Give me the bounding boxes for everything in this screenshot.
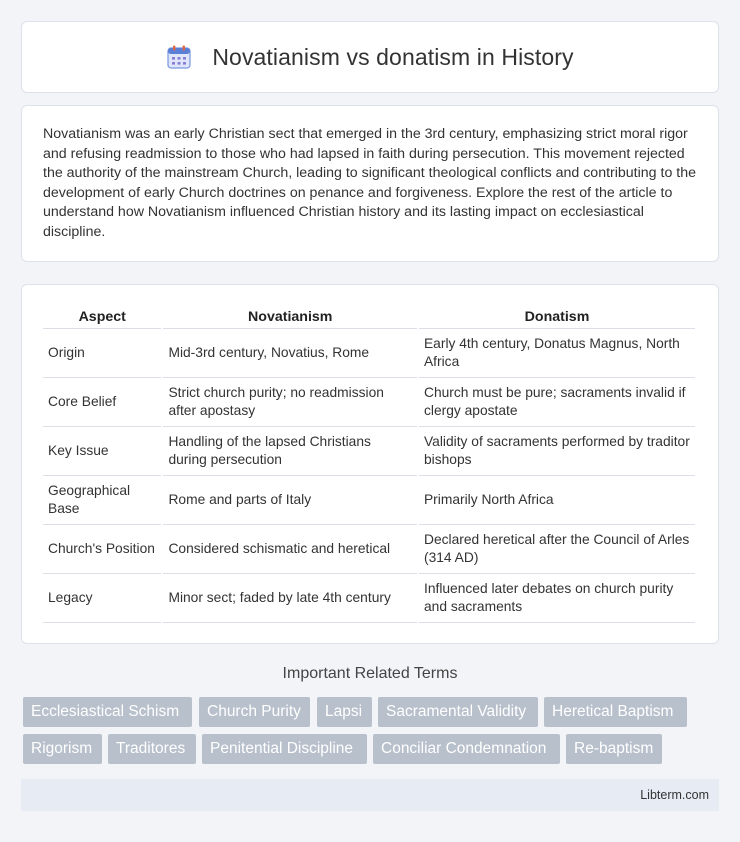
table-row [43,574,695,623]
table-cell-novatianism: Handling of the lapsed Christians during persecution [163,427,417,476]
table-cell-aspect: Origin [43,329,161,378]
table-cell-novatianism: Considered schismatic and heretical [163,525,417,574]
related-term-tag[interactable]: Conciliar Condemnation [373,734,560,764]
table-cell-aspect: Geographical Base [43,476,161,525]
table-cell-donatism: Early 4th century, Donatus Magnus, North Africa [419,329,695,378]
column-header-novatianism: Novatianism [163,305,417,329]
comparison-table-card [21,284,719,644]
calendar-icon [166,44,192,70]
table-cell-donatism: Primarily North Africa [419,476,695,525]
column-header-donatism: Donatism [419,305,695,329]
table-cell-novatianism: Rome and parts of Italy [163,476,417,525]
header-card [21,21,719,93]
header [166,44,573,71]
table-cell-donatism: Influenced later debates on church purity and sacraments [419,574,695,623]
table-row [43,427,695,476]
related-term-tag[interactable]: Ecclesiastical Schism [23,697,192,727]
table-cell-donatism: Declared heretical after the Council of Arles (314 AD) [419,525,695,574]
related-term-tag[interactable]: Heretical Baptism [544,697,687,727]
table-row [43,525,695,574]
table-row [43,476,695,525]
footer [21,779,719,811]
table-row [43,329,695,378]
table-cell-novatianism: Minor sect; faded by late 4th century [163,574,417,623]
table-cell-novatianism: Strict church purity; no readmission after apostasy [163,378,417,427]
table-cell-donatism: Church must be pure; sacraments invalid if clergy apostate [419,378,695,427]
related-term-tag[interactable]: Sacramental Validity [378,697,538,727]
related-term-tag[interactable]: Penitential Discipline [202,734,367,764]
column-header-aspect: Aspect [43,305,161,329]
table-header-row [43,305,695,329]
table-row [43,378,695,427]
footer-site-link[interactable]: Libterm.com [640,788,709,802]
comparison-table [41,305,697,623]
related-term-tag[interactable]: Church Purity [199,697,310,727]
related-term-tag[interactable]: Rigorism [23,734,102,764]
table-cell-aspect: Legacy [43,574,161,623]
related-terms-title: Important Related Terms [282,665,458,682]
table-cell-aspect: Key Issue [43,427,161,476]
intro-card [21,105,719,262]
table-cell-aspect: Core Belief [43,378,161,427]
table-cell-aspect: Church's Position [43,525,161,574]
table-cell-donatism: Validity of sacraments performed by traditor bishops [419,427,695,476]
related-term-tag[interactable]: Re-baptism [566,734,662,764]
intro-paragraph: Novatianism was an early Christian sect that emerged in the 3rd century, emphasizing strict moral rigor and refusing readmission to those who had lapsed in faith during persecution. This movement rejected the authority of the mainstream Church, leading to significant theological conflicts and contributing to the development of early Church doctrines on penance and forgiveness. Explore the rest of the article to understand how Novatianism influenced Christian history and its lasting impact on ecclesiastical discipline. [43,126,696,240]
related-term-tag[interactable]: Lapsi [317,697,372,727]
page-title: Novatianism vs donatism in History [212,43,574,70]
table-cell-novatianism: Mid-3rd century, Novatius, Rome [163,329,417,378]
related-term-tag[interactable]: Traditores [108,734,196,764]
